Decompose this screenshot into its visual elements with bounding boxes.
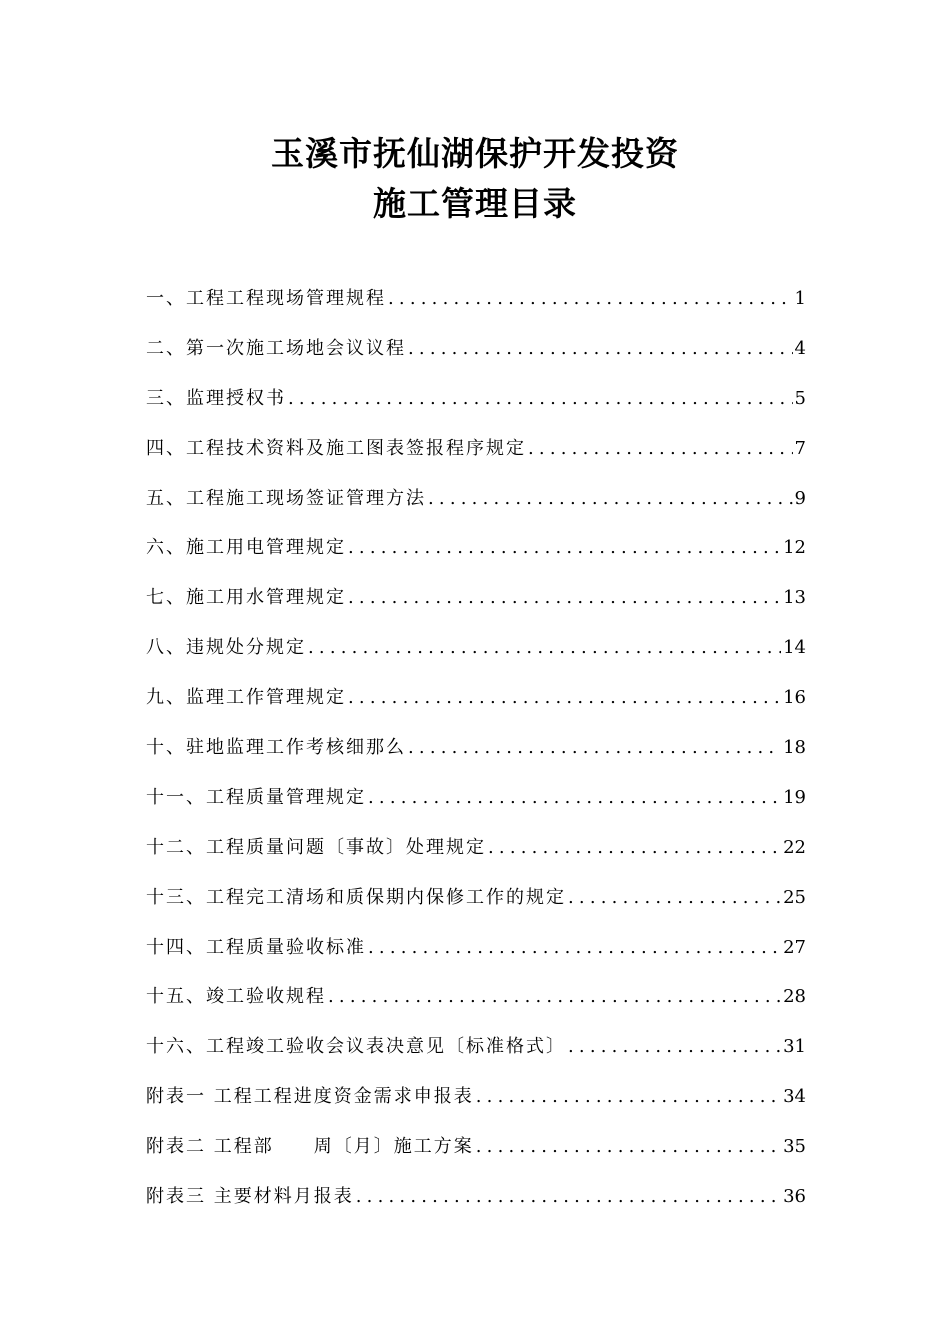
toc-entry-label: 十一、工程质量管理规定 (146, 786, 366, 808)
toc-entry[interactable] (146, 1032, 806, 1082)
toc-dot-leader (368, 937, 781, 958)
toc-entry-page: 36 (783, 1186, 806, 1208)
toc-entry-label: 十、驻地监理工作考核细那么 (146, 737, 406, 759)
toc-dot-leader (328, 986, 781, 1007)
toc-entry[interactable] (146, 1182, 806, 1232)
toc-dot-leader (568, 1036, 781, 1057)
toc-entry-page: 16 (783, 687, 806, 709)
toc-entry-page: 27 (783, 936, 806, 958)
toc-entry-page: 31 (783, 1036, 806, 1058)
toc-dot-leader (476, 1086, 781, 1107)
toc-dot-leader (356, 1186, 781, 1207)
toc-entry[interactable] (146, 833, 806, 883)
toc-entry-label: 十二、工程质量问题〔事故〕处理规定 (146, 836, 486, 858)
toc-entry-page: 19 (783, 786, 806, 808)
toc-entry[interactable] (146, 484, 806, 534)
toc-dot-leader (408, 338, 793, 359)
toc-dot-leader (408, 737, 781, 758)
toc-dot-leader (388, 288, 793, 309)
toc-entry-label: 十六、工程竣工验收会议表决意见〔标准格式〕 (146, 1036, 566, 1058)
toc-entry[interactable] (146, 284, 806, 334)
toc-entry[interactable] (146, 683, 806, 733)
toc-entry[interactable] (146, 982, 806, 1032)
toc-entry[interactable] (146, 434, 806, 484)
toc-dot-leader (308, 637, 781, 658)
toc-entry[interactable] (146, 733, 806, 783)
toc-entry-label: 十三、工程完工清场和质保期内保修工作的规定 (146, 886, 566, 908)
toc-entry[interactable] (146, 1132, 806, 1182)
toc-dot-leader (288, 388, 793, 409)
toc-dot-leader (528, 438, 793, 459)
toc-entry-label: 十五、竣工验收规程 (146, 986, 326, 1008)
toc-entry-label: 四、工程技术资料及施工图表签报程序规定 (146, 437, 526, 459)
toc-entry-page: 5 (794, 387, 806, 409)
toc-entry-page: 35 (783, 1136, 806, 1158)
toc-entry[interactable] (146, 384, 806, 434)
toc-entry[interactable] (146, 533, 806, 583)
toc-entry-label: 附表二 工程部 周〔月〕施工方案 (146, 1136, 474, 1158)
toc-entry-label: 八、违规处分规定 (146, 637, 306, 659)
table-of-contents (146, 284, 806, 1232)
toc-entry-label: 七、施工用水管理规定 (146, 587, 346, 609)
toc-dot-leader (568, 887, 781, 908)
toc-entry-page: 13 (783, 587, 806, 609)
toc-entry-label: 一、工程工程现场管理规程 (146, 288, 386, 309)
toc-dot-leader (348, 537, 781, 558)
toc-entry-page: 18 (783, 737, 806, 759)
toc-entry-page: 34 (783, 1086, 806, 1108)
toc-entry-label: 六、施工用电管理规定 (146, 537, 346, 559)
toc-entry-page: 4 (794, 337, 806, 359)
toc-entry[interactable] (146, 933, 806, 983)
toc-dot-leader (368, 787, 781, 808)
toc-entry-page: 1 (794, 288, 806, 309)
toc-dot-leader (488, 837, 781, 858)
toc-entry[interactable] (146, 583, 806, 633)
toc-dot-leader (348, 687, 781, 708)
toc-entry[interactable] (146, 1082, 806, 1132)
toc-entry-label: 五、工程施工现场签证管理方法 (146, 487, 426, 509)
toc-entry-page: 14 (783, 637, 806, 659)
toc-entry-label: 十四、工程质量验收标准 (146, 936, 366, 958)
toc-entry-page: 9 (794, 487, 806, 509)
toc-entry-label: 三、监理授权书 (146, 387, 286, 409)
toc-entry-page: 28 (783, 986, 806, 1008)
toc-entry-page: 25 (783, 886, 806, 908)
toc-entry-label: 附表一 工程工程进度资金需求申报表 (146, 1086, 474, 1108)
toc-entry-label: 附表三 主要材料月报表 (146, 1186, 354, 1208)
toc-entry-page: 12 (783, 537, 806, 559)
toc-entry[interactable] (146, 334, 806, 384)
document-title-line1: 玉溪市抚仙湖保护开发投资 (271, 134, 679, 173)
toc-entry-page: 22 (783, 836, 806, 858)
toc-dot-leader (428, 488, 793, 509)
toc-entry-label: 九、监理工作管理规定 (146, 687, 346, 709)
toc-dot-leader (476, 1136, 781, 1157)
toc-entry[interactable] (146, 783, 806, 833)
document-title-line2: 施工管理目录 (373, 184, 577, 223)
toc-entry-label: 二、第一次施工场地会议议程 (146, 337, 406, 359)
toc-entry-page: 7 (794, 437, 806, 459)
toc-entry[interactable] (146, 633, 806, 683)
toc-dot-leader (348, 587, 781, 608)
toc-entry[interactable] (146, 883, 806, 933)
